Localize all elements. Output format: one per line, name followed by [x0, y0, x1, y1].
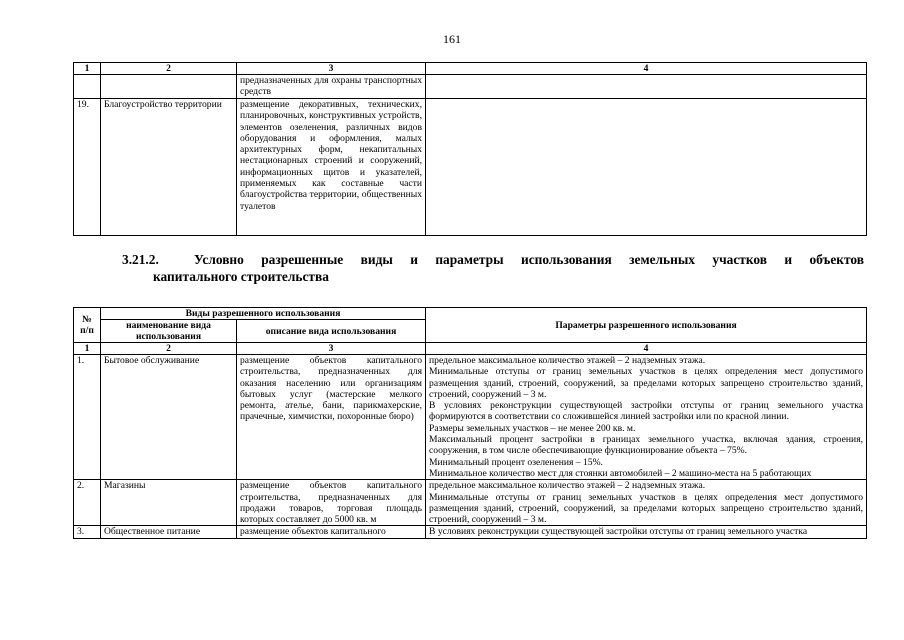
use-name: Благоустройство территории: [101, 99, 237, 236]
header-group: Виды разрешенного использования: [101, 308, 426, 320]
use-name: Общественное питание: [101, 526, 237, 538]
param-line: предельное максимальное количество этажей – 2 надземных этажа.: [429, 480, 706, 492]
col-number-1: 1: [74, 343, 101, 355]
use-params: [426, 355, 867, 480]
table-row: [74, 480, 867, 526]
continuation-text: предназначенных для охраны транспортных средств: [237, 75, 426, 99]
column-number-row: [74, 343, 867, 355]
param-line: Минимальные отступы от границ земельных участков в целях определения мест допустимого размещения зданий, строений, сооружений, за пределами которых запрещено строительство зданий, строений, сооружений – 3 м.: [429, 491, 863, 526]
col-number-3: 3: [237, 63, 426, 75]
use-description: размещение объектов капитального строительства, предназначенных для оказания населению или организациям бытовых услуг (мастерские мелкого ремонта, ателье, бани, парикмахерские, прачечные, химчистки, похоронные бюро): [237, 355, 426, 480]
section-heading: [122, 251, 864, 285]
use-description: размещение декоративных, технических, планировочных, конструктивных устройств, элементов озеленения, различных видов оборудования и оформления, малых архитектурных форм, некапитальных нестационарных строений и сооружений, информационных щитов и указателей, применяемых как составные части благоустройства территории, общественных туалетов: [237, 99, 426, 236]
col-number-2: 2: [101, 343, 237, 355]
param-line: В условиях реконструкции существующей застройки отступы от границ земельного участка формируются в соответствии со сложившейся линией застройки или по красной линии.: [429, 400, 863, 423]
col-number-3: 3: [237, 343, 426, 355]
col-number-1: 1: [74, 63, 101, 75]
section-number: 3.21.2.: [122, 252, 159, 267]
table-row: [74, 99, 867, 236]
row-number: 19.: [74, 99, 101, 236]
use-params: [426, 480, 867, 526]
param-line: Размеры земельных участков – не менее 200 кв. м.: [429, 422, 636, 434]
col-number-4: 4: [426, 343, 867, 355]
header-params: Параметры разрешенного использования: [426, 308, 867, 343]
header-num: № п/п: [74, 308, 101, 343]
conditional-land-use-table: [73, 307, 867, 539]
section-title-line2: капитального строительства: [153, 269, 329, 284]
use-description: размещение объектов капитального строительства, предназначенных для продажи товаров, торговая площадь которых составляет до 5000 кв. м: [237, 480, 426, 526]
param-line: Минимальный процент озеленения – 15%.: [429, 456, 603, 468]
row-number: 1.: [74, 355, 101, 480]
col-number-4: 4: [426, 63, 867, 75]
use-name: Магазины: [101, 480, 237, 526]
table-row: [74, 75, 867, 99]
param-line: Максимальный процент застройки в границах земельного участка, включая здания, строения, сооружения, в том числе обеспечивающие функционирование объекта – 75%.: [429, 434, 863, 457]
row-number: 2.: [74, 480, 101, 526]
param-line: Минимальное количество мест для стоянки автомобилей – 2 машино-места на 5 работающих: [429, 467, 812, 479]
section-title-line1: Условно разрешенные виды и параметры использования земельных участков и объектов: [194, 252, 864, 267]
param-line: Минимальные отступы от границ земельных участков в целях определения мест допустимого размещения зданий, строений, сооружений, за пределами которых запрещено строительство зданий, строений, сооружений – 3 м.: [429, 366, 863, 400]
table-header-row: [74, 308, 867, 320]
column-number-row: [74, 63, 867, 75]
table-row: [74, 526, 867, 538]
col-number-2: 2: [101, 63, 237, 75]
use-params: В условиях реконструкции существующей застройки отступы от границ земельного участка: [426, 526, 867, 538]
use-description: размещение объектов капитального: [237, 526, 426, 538]
header-name: наименование вида использования: [101, 320, 237, 343]
header-description: описание вида использования: [237, 320, 426, 343]
page-number: 161: [443, 32, 461, 46]
use-params: [426, 99, 867, 236]
use-name: Бытовое обслуживание: [101, 355, 237, 480]
row-number: 3.: [74, 526, 101, 538]
table-row: [74, 355, 867, 480]
land-use-table-continued: [73, 62, 867, 236]
param-line: предельное максимальное количество этажей – 2 надземных этажа.: [429, 355, 706, 366]
